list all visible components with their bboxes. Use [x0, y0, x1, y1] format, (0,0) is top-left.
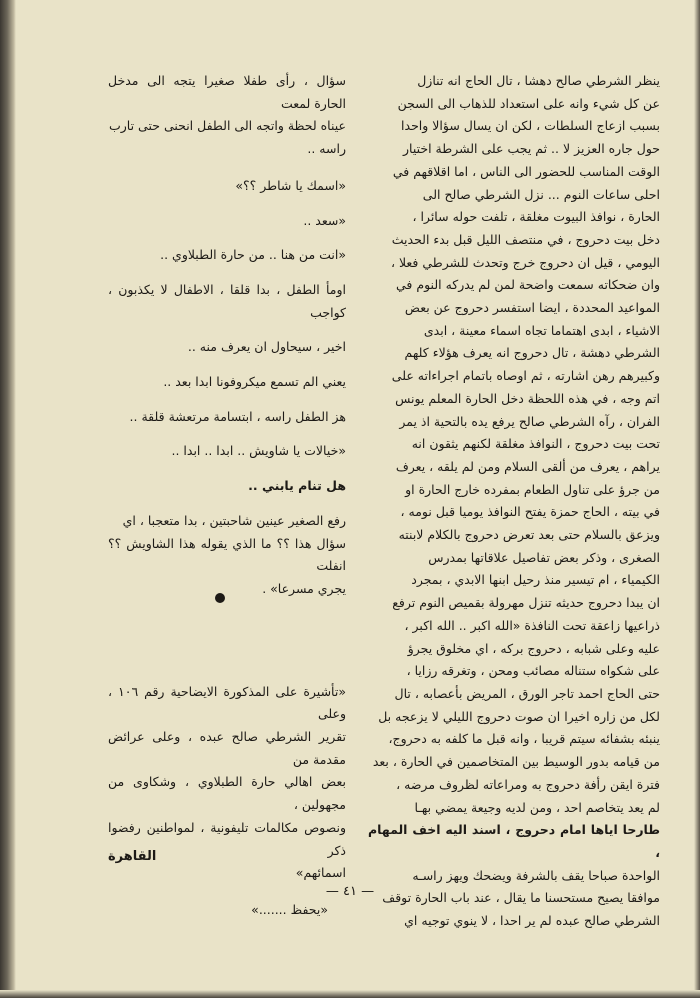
note-line: «تأشيرة على المذكورة الايضاحية رقم ١٠٦ ، وعلى: [108, 683, 346, 722]
text-line: عليه وعلى شبابه ، دحروج بركه ، اي مخلوق يجرؤ: [407, 640, 660, 656]
text-line: حتى الحاج احمد تاجر الورق ، المريض بأعصابه ، تال: [394, 685, 660, 701]
section-break-space: [108, 615, 346, 681]
text-line: الوقت المناسب للحضور الى الناس ، اما اقلاقهم في: [392, 163, 660, 179]
text-line: يراهم ، يعرف من ألقى السلام ومن لم يلقه ، يعرف: [395, 458, 660, 474]
note-line: اسمائهم»: [295, 865, 346, 881]
text-line: وان ضحكاته سمعت واضحة لمن لم يدركه النوم في: [395, 277, 660, 293]
dialogue-line: «خيالات يا شاويش .. ابدا .. ابدا ..: [171, 443, 346, 459]
text-line: الواحدة صباحا يقف بالشرفة ويضحك ويهز راسـه: [412, 867, 660, 883]
text-line: الفران ، رآه الشرطي صالح يرفع يده بالتحية اذ يمر: [399, 413, 660, 429]
dialogue-line: يعني الم تسمع ميكروفونا ابدا بعد ..: [163, 374, 346, 390]
page-number: — ٤١ —: [325, 884, 375, 899]
text-line: من جرؤ على تناول الطعام بمفرده خارج الحارة او: [405, 481, 660, 497]
note-line: تقرير الشرطي صالح عبده ، وعلى عرائض مقدمة من: [108, 729, 346, 767]
text-line: ينظر الشرطي صالح دهشا ، تال الحاج انه تنازل: [417, 73, 660, 88]
text-line: احلى ساعات النوم ... نزل الشرطي صالح الى: [422, 186, 660, 202]
text-line: على شكواه ستناله مصائب ومحن ، وتغرقه رزايا ،: [406, 663, 660, 679]
note-line: بعض اهالي حارة الطبلاوي ، وشكاوى من مجهولين ،: [108, 774, 346, 813]
text-line: عن كل شيء وانه على استعداد للذهاب الى السجن: [397, 95, 660, 111]
text-line: الاشياء ، ابدى اهتماما تجاه اسماء معينة ، ابدى: [423, 322, 660, 338]
text-line: الكيمياء ، ام تيسير منذ رحيل ابنها الابدي ، بمجرد: [411, 572, 660, 588]
text-line: رفع الصغير عينين شاحبتين ، بدا متعجبا ، اي: [122, 512, 346, 528]
text-line: لكل من زاره اخيرا ان صوت دحروج الليلي لا يزعجه بل: [378, 708, 660, 724]
text-line: ويزعق بالسلام حتى بعد تعرض دحروج بالكلام لابنته: [398, 527, 660, 543]
dialogue-line: هل تنام يابني ..: [248, 478, 346, 494]
text-line: ينبئه بشفائه سيتم قريبا ، وانه قبل ما كلفه به دحروج،: [388, 731, 660, 747]
text-line: ان يبدا دحروج حديثه تنزل مهرولة بقميص النوم ترفع: [392, 595, 660, 611]
text-line: الصغرى ، وذكر بعض تفاصيل علاقاتها بمدرس: [428, 549, 660, 565]
save-line: «يحفظ .......»: [251, 901, 328, 917]
text-line: راسه ..: [307, 141, 346, 157]
text-line: الشرطي دهشة ، تال دحروج انه يعرف هؤلاء كلهم: [404, 345, 660, 361]
note-line: ونصوص مكالمات تليفونية ، لمواطنين رفضوا ذكر: [108, 819, 346, 858]
text-line: يجري مسرعا» .: [262, 580, 346, 596]
text-line: لم يعد يتخاصم احد ، ومن لديه وجيعة يمضي بهـا: [414, 799, 660, 815]
dialogue-line: اخير ، سيحاول ان يعرف منه ..: [187, 339, 346, 355]
text-line: تحت بيت دحروج ، النوافذ مغلقة لكنهم يثقون انه: [411, 436, 660, 452]
page-gutter-shadow: [0, 0, 16, 998]
text-line: موافقا يصيح مستحسنا ما يقال ، عند باب الحارة توقف: [382, 890, 660, 906]
section-separator-dot: [215, 593, 225, 603]
text-line: سؤال هذا ؟؟ ما الذي يقوله هذا الشاويش ؟؟ انفلت: [108, 535, 346, 574]
text-line: طارحا اياها امام دحروج ، اسند اليه اخف المهام ،: [368, 822, 660, 860]
right-text-column: [368, 70, 660, 933]
page-right-edge: [694, 0, 700, 998]
text-line: في بيته ، الحاج حمزة يفتح النوافذ يوميا قبل نومه ،: [400, 504, 660, 520]
text-line: وكبيرهم رهن اشارته ، ثم اوصاه باتمام اجراءاته على: [391, 368, 660, 384]
text-line: حول جاره العزيز لا .. ثم يجب على الشرطة اختيار: [402, 141, 660, 157]
page-bottom-edge: [0, 990, 700, 998]
text-line: دخل بيت دحروج ، في منتصف الليل قبل بدء الحديث: [391, 231, 660, 247]
text-line: بسبب ازعاج السلطات ، لكن ان يسال سؤالا واحدا: [401, 118, 660, 134]
dialogue-line: اومأ الطفل ، بدا قلقا ، الاطفال لا يكذبون ، كواجب: [108, 281, 346, 320]
dialogue-line: «اسمك يا شاطر ؟؟»: [235, 177, 346, 193]
text-line: ذراعيها زاعقة تحت النافذة «الله اكبر .. الله اكبر ،: [404, 617, 660, 633]
left-text-column: [108, 70, 346, 934]
text-line: المواعيد المحددة ، ايضا استفسر دحروج عن بعض: [404, 300, 660, 316]
text-line: عيناه لحظة واتجه الى الطفل انحنى حتى تارب: [108, 118, 346, 134]
dialogue-line: هز الطفل راسه ، ابتسامة مرتعشة قلقة ..: [129, 408, 346, 424]
text-line: الحارة ، نوافذ البيوت مغلقة ، تلفت حوله سائرا ،: [412, 209, 660, 225]
dialogue-line: «سعد ..: [303, 212, 346, 228]
text-line: سؤال ، رأى طفلا صغيرا يتجه الى مدخل الحارة لمعت: [108, 73, 346, 111]
city-signature: القاهرة: [108, 849, 157, 864]
text-line: الشرطي صالح عبده لم ير احدا ، لا ينوي توجيه اي: [404, 913, 660, 929]
dialogue-line: «انت من هنا .. من حارة الطبلاوي ..: [160, 247, 346, 263]
text-line: فترة ايقن رأفة دحروج به ومراعاته لظروف مرضه ،: [396, 776, 660, 792]
text-line: من قيامه بدور الوسيط بين المتخاصمين في الحارة ، بعد: [372, 754, 660, 770]
text-line: اتم وجه ، في هذه اللحظة دخل الحارة المعلم يونس: [395, 390, 660, 406]
text-line: اليومي ، قيل ان دحروج خرج وتحدث للشرطي فعلا ،: [390, 254, 660, 270]
